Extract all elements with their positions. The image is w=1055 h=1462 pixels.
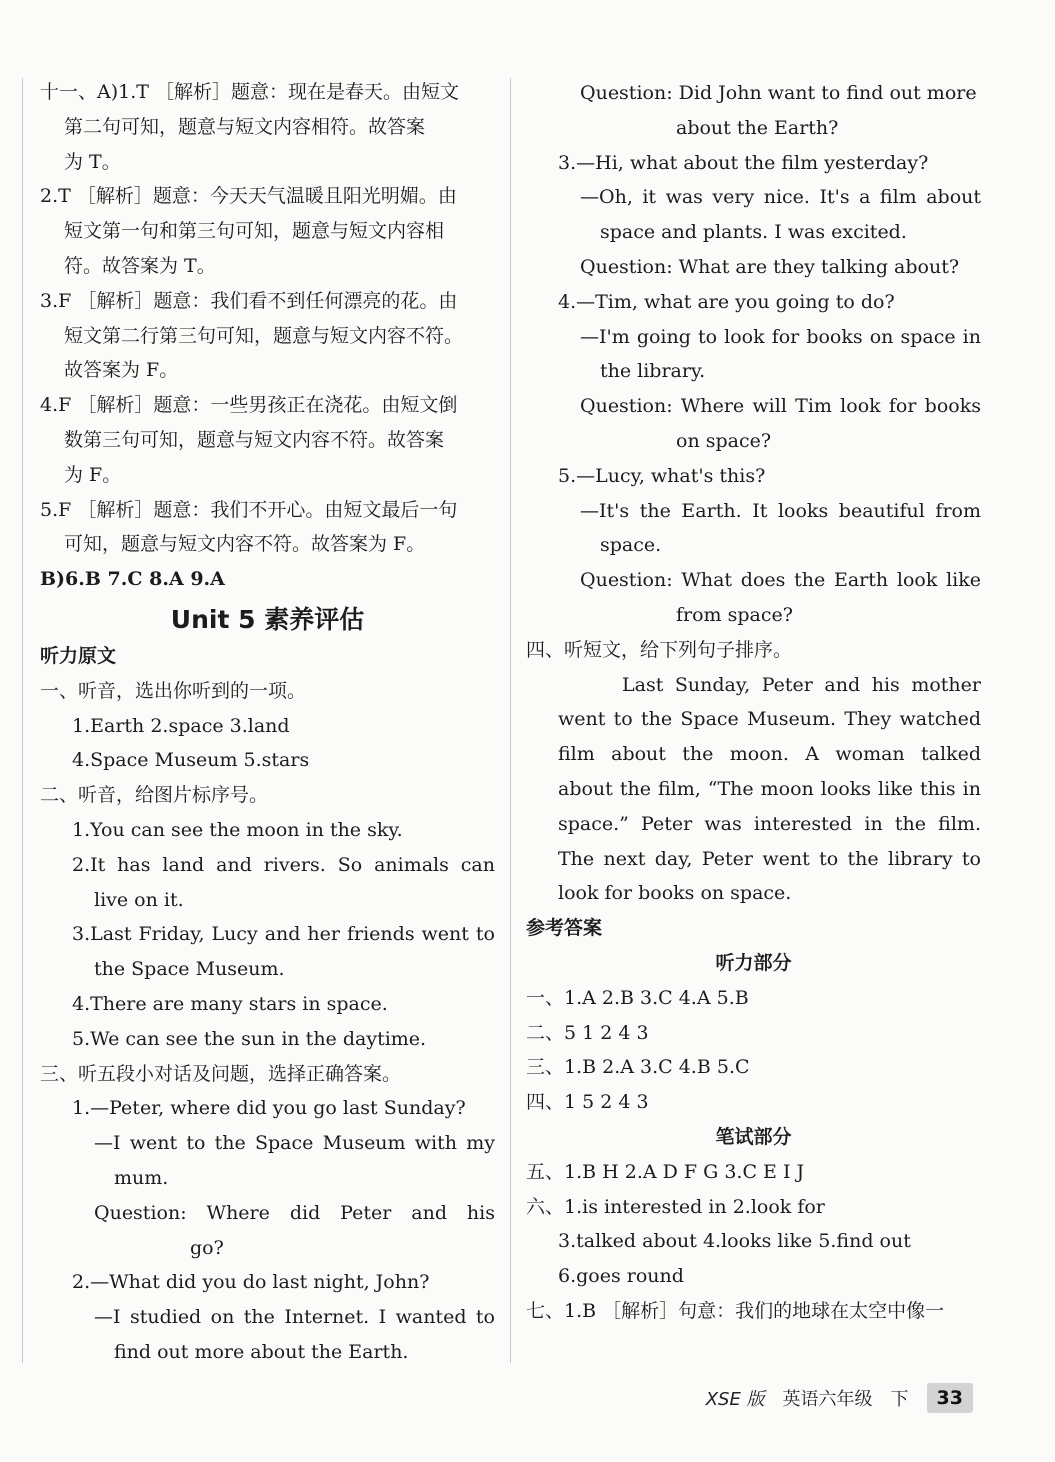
left-column-line: mum. <box>114 1166 169 1189</box>
left-column-line: go? <box>190 1236 224 1259</box>
right-column-line: 3.—Hi, what about the film yesterday? <box>558 151 929 174</box>
right-column-line: Question: What does the Earth look like <box>580 569 981 592</box>
right-column-line: —It's the Earth. It looks beautiful from <box>580 499 981 522</box>
left-column-line: 故答案为 F。 <box>64 359 179 382</box>
right-column-line: on space? <box>676 429 772 452</box>
left-column-line: 为 F。 <box>64 463 122 486</box>
left-column-line: 符。故答案为 T。 <box>64 254 216 277</box>
subject-label: 英语六年级 <box>782 1389 873 1410</box>
right-column-line: 听力部分 <box>715 951 792 974</box>
column-divider <box>510 78 511 1363</box>
right-column-line: Last Sunday, Peter and his mother <box>622 673 981 696</box>
left-column-line: 为 T。 <box>64 150 121 173</box>
right-column-line: 一、1.A 2.B 3.C 4.A 5.B <box>526 986 749 1009</box>
left-column-line: Question: Where did Peter and his <box>94 1201 495 1224</box>
right-column-line: the library. <box>600 360 706 383</box>
right-column-line: space and plants. I was excited. <box>600 221 907 244</box>
left-column-line: 5.F ［解析］题意：我们不开心。由短文最后一句 <box>40 498 458 521</box>
left-column-line: find out more about the Earth. <box>114 1340 409 1363</box>
right-column-line: 五、1.B H 2.A D F G 3.C E I J <box>526 1160 805 1183</box>
right-column-line: 3.talked about 4.looks like 5.find out <box>558 1230 911 1253</box>
left-column-line: live on it. <box>94 888 184 911</box>
left-column-line: B)6.B 7.C 8.A 9.A <box>40 568 225 591</box>
right-column-line: film about the moon. A woman talked <box>558 743 981 766</box>
left-margin-rule <box>22 78 23 1363</box>
left-column-line: 一、听音，选出你听到的一项。 <box>40 679 307 702</box>
left-column-line: 1.Earth 2.space 3.land <box>72 714 290 737</box>
left-column <box>40 75 495 1370</box>
left-column-line: 1.—Peter, where did you go last Sunday? <box>72 1097 466 1120</box>
right-column-line: 四、听短文，给下列句子排序。 <box>526 638 793 661</box>
left-column-line: —I studied on the Internet. I wanted to <box>94 1306 495 1329</box>
edition-label: XSE 版 <box>705 1389 765 1410</box>
left-column-line: the Space Museum. <box>94 958 285 981</box>
left-column-line: 4.There are many stars in space. <box>72 992 388 1015</box>
left-column-line: 第二句可知，题意与短文内容相符。故答案 <box>64 115 426 138</box>
left-column-line: Unit 5 素养评估 <box>170 604 365 634</box>
right-column-line: 四、1 5 2 4 3 <box>526 1091 649 1114</box>
left-column-line: 1.You can see the moon in the sky. <box>72 818 403 841</box>
right-column-line: 七、1.B ［解析］句意：我们的地球在太空中像一 <box>526 1299 945 1322</box>
left-column-line: 可知，题意与短文内容不符。故答案为 F。 <box>64 533 426 556</box>
right-column-line: 三、1.B 2.A 3.C 4.B 5.C <box>526 1056 750 1079</box>
right-column-line: space.” Peter was interested in the film. <box>558 812 981 835</box>
right-column-line: 六、1.is interested in 2.look for <box>526 1195 825 1218</box>
left-column-line: 听力原文 <box>40 644 117 667</box>
right-column-line: about the Earth? <box>676 116 839 139</box>
left-column-line: 短文第一句和第三句可知，题意与短文内容相 <box>64 220 445 243</box>
page-number: 33 <box>927 1383 973 1413</box>
right-column-line: look for books on space. <box>558 882 792 905</box>
left-column-line: 二、听音，给图片标序号。 <box>40 784 269 807</box>
left-column-line: 2.It has land and rivers. So animals can <box>72 853 495 876</box>
left-column-line: 三、听五段小对话及问题，选择正确答案。 <box>40 1062 402 1085</box>
right-column-line: Question: What are they talking about? <box>580 255 960 278</box>
right-column <box>526 76 981 1329</box>
right-column-line: —I'm going to look for books on space in <box>580 325 981 348</box>
left-column-line: 3.F ［解析］题意：我们看不到任何漂亮的花。由 <box>40 289 458 312</box>
left-column-line: 2.—What did you do last night, John? <box>72 1271 430 1294</box>
right-column-line: space. <box>600 534 662 557</box>
right-column-line: 笔试部分 <box>715 1125 792 1148</box>
right-column-line: —Oh, it was very nice. It's a film about <box>580 186 981 209</box>
left-column-line: —I went to the Space Museum with my <box>94 1132 495 1155</box>
left-column-line: 3.Last Friday, Lucy and her friends went to <box>72 923 495 946</box>
page-footer <box>706 1383 973 1413</box>
right-column-line: from space? <box>676 603 793 626</box>
right-column-line: went to the Space Museum. They watched <box>558 708 981 731</box>
right-column-line: Question: Did John want to find out more <box>580 82 977 104</box>
right-column-line: 参考答案 <box>526 917 603 940</box>
left-column-line: 4.F ［解析］题意：一些男孩正在浇花。由短文倒 <box>40 394 458 417</box>
volume-label: 下 <box>890 1389 909 1410</box>
right-column-line: 4.—Tim, what are you going to do? <box>558 290 895 313</box>
left-column-line: 数第三句可知，题意与短文内容不符。故答案 <box>64 428 445 451</box>
left-column-line: 5.We can see the sun in the daytime. <box>72 1027 427 1050</box>
left-column-line: 短文第二行第三句可知，题意与短文内容不符。 <box>64 324 464 347</box>
left-column-line: 十一、A)1.T ［解析］题意：现在是春天。由短文 <box>40 81 459 103</box>
right-column-line: 5.—Lucy, what's this? <box>558 464 766 487</box>
right-column-line: 二、5 1 2 4 3 <box>526 1021 649 1044</box>
left-column-line: 4.Space Museum 5.stars <box>72 749 310 772</box>
right-column-line: 6.goes round <box>558 1265 684 1288</box>
right-column-line: The next day, Peter went to the library to <box>558 847 981 870</box>
right-column-line: about the film, “The moon looks like this in <box>558 777 981 800</box>
right-column-line: Question: Where will Tim look for books <box>580 395 981 418</box>
left-column-line: 2.T ［解析］题意：今天天气温暖且阳光明媚。由 <box>40 185 457 208</box>
